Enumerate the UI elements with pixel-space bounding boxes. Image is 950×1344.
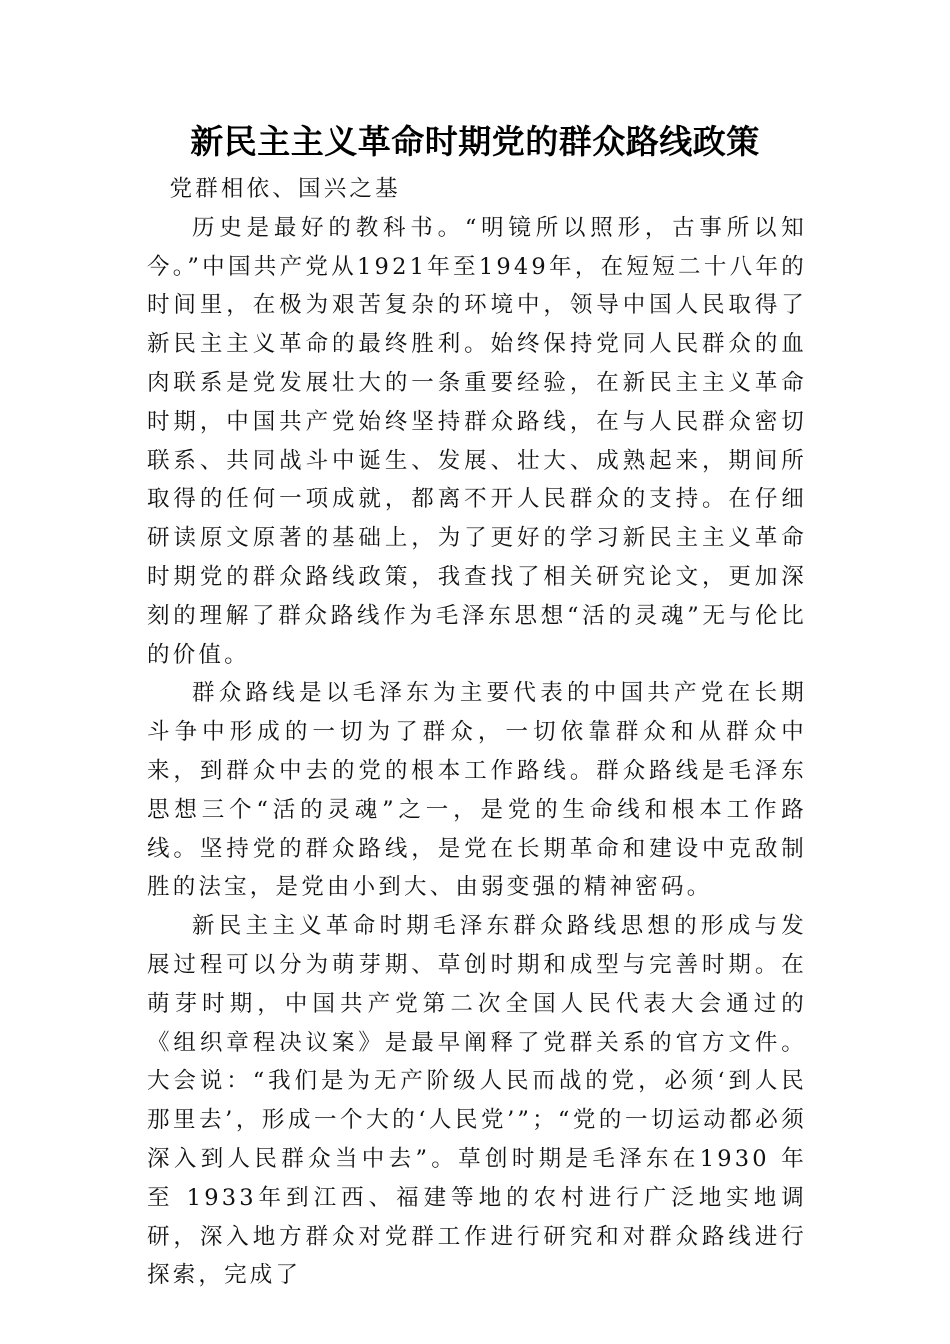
paragraph: 历史是最好的教科书。“明镜所以照形，古事所以知今。”中国共产党从1921年至1949年，在短短二十八年的时间里，在极为艰苦复杂的环境中，领导中国人民取得了新民主主义革命的最终胜利。始终保持党同人民群众的血肉联系是党发展壮大的一条重要经验，在新民主主义革命时期，中国共产党始终坚持群众路线，在与人民群众密切联系、共同战斗中诞生、发展、壮大、成熟起来，期间所取得的任何一项成就，都离不开人民群众的支持。在仔细研读原文原著的基础上，为了更好的学习新民主主义革命时期党的群众路线政策，我查找了相关研究论文，更加深刻的理解了群众路线作为毛泽东思想“活的灵魂”无与伦比的价值。: [147, 214, 807, 668]
document-body: [147, 170, 807, 1295]
document-subtitle: 党群相依、国兴之基: [169, 176, 401, 202]
paragraph: 新民主主义革命时期毛泽东群众路线思想的形成与发展过程可以分为萌芽期、草创时期和成型与完善时期。在萌芽时期，中国共产党第二次全国人民代表大会通过的《组织章程决议案》是最早阐释了党群关系的官方文件。大会说：“我们是为无产阶级人民而战的党，必须‘到人民那里去’，形成一个大的‘人民党’”；“党的一切运动都必须深入到人民群众当中去”。草创时期是毛泽东在1930 年至 1933年到江西、福建等地的农村进行广泛地实地调研，深入地方群众对党群工作进行研究和对群众路线进行探索，完成了: [147, 913, 807, 1289]
document-title: 新民主主义革命时期党的群众路线政策: [190, 122, 760, 161]
paragraph: 群众路线是以毛泽东为主要代表的中国共产党在长期斗争中形成的一切为了群众，一切依靠群众和从群众中来，到群众中去的党的根本工作路线。群众路线是毛泽东思想三个“活的灵魂”之一，是党的生命线和根本工作路线。坚持党的群众路线，是党在长期革命和建设中克敌制胜的法宝，是党由小到大、由弱变强的精神密码。: [147, 680, 807, 901]
